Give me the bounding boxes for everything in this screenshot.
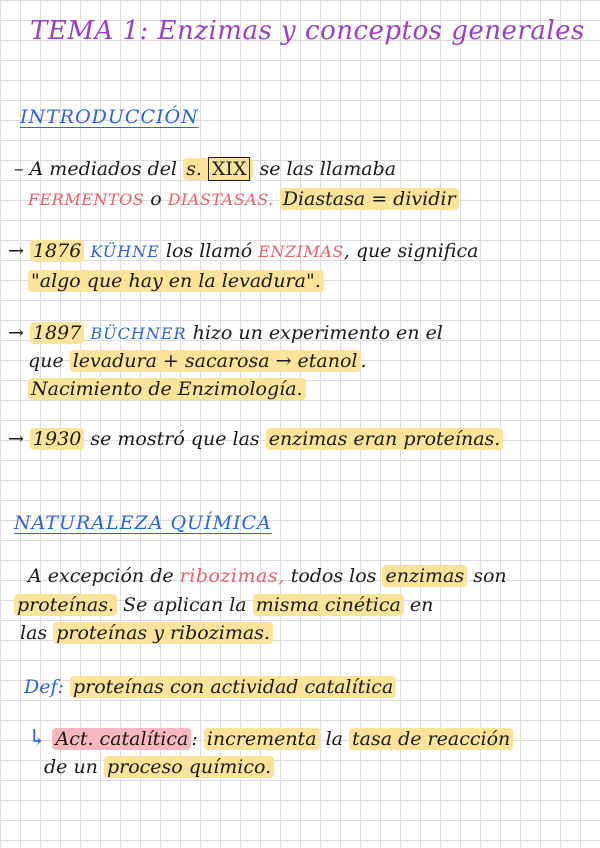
arrow-icon: → bbox=[8, 322, 24, 344]
scientist-kuhne: KÜHNE bbox=[90, 242, 160, 261]
text: los llamó bbox=[165, 240, 253, 262]
intro-line-3 bbox=[8, 240, 478, 262]
reaction-highlight: levadura + sacarosa → etanol bbox=[70, 350, 361, 372]
section-heading-introduccion: INTRODUCCIÓN bbox=[20, 106, 199, 128]
text: Se aplican la bbox=[123, 594, 247, 616]
section-heading-naturaleza: NATURALEZA QUÍMICA bbox=[14, 512, 272, 534]
arrow-icon: → bbox=[8, 428, 24, 450]
text: en bbox=[409, 594, 434, 616]
text: se las llamaba bbox=[259, 158, 397, 180]
text: la bbox=[325, 728, 343, 750]
definition-line bbox=[24, 676, 396, 698]
text: se mostró que las bbox=[90, 428, 260, 450]
proteinas-highlight: proteínas. bbox=[14, 594, 117, 616]
quote-highlight: "algo que hay en la levadura". bbox=[28, 270, 324, 292]
proteins-highlight: enzimas eran proteínas. bbox=[266, 428, 504, 450]
century-highlight bbox=[183, 158, 253, 180]
nat-line-2 bbox=[14, 594, 433, 616]
proteinas-ribozimas-highlight: proteínas y ribozimas. bbox=[53, 622, 273, 644]
page-title: TEMA 1: Enzimas y conceptos generales bbox=[30, 16, 585, 46]
text: . bbox=[360, 350, 367, 372]
intro-line-4 bbox=[28, 270, 324, 292]
scientist-buchner: BÜCHNER bbox=[90, 324, 187, 343]
century-box: XIX bbox=[208, 157, 251, 181]
intro-line-2 bbox=[28, 188, 459, 210]
hook-arrow-icon: ↳ bbox=[28, 726, 47, 751]
nat-line-1 bbox=[28, 565, 507, 587]
text: A mediados del bbox=[29, 158, 178, 180]
def-label: Def: bbox=[24, 676, 64, 698]
ribozimas-term: ribozimas, bbox=[179, 565, 285, 587]
arrow-icon: → bbox=[8, 240, 24, 262]
text: o bbox=[150, 188, 162, 210]
text: todos los bbox=[290, 565, 377, 587]
text: de un bbox=[44, 756, 98, 778]
year-1897: 1897 bbox=[30, 322, 84, 344]
nat-line-3 bbox=[20, 622, 273, 644]
text: A excepción de bbox=[28, 565, 174, 587]
intro-line-1 bbox=[14, 158, 396, 180]
year-1930: 1930 bbox=[30, 428, 84, 450]
intro-line-8 bbox=[8, 428, 503, 450]
act-catalitica-label: Act. catalítica bbox=[52, 728, 191, 750]
century-prefix: s. bbox=[186, 158, 202, 180]
diastasa-definition: Diastasa = dividir bbox=[280, 188, 459, 210]
text: : bbox=[191, 728, 198, 750]
enzimas-highlight: enzimas bbox=[382, 565, 467, 587]
year-1876: 1876 bbox=[30, 240, 84, 262]
proceso-highlight: proceso químico. bbox=[104, 756, 274, 778]
diastasas-term: DIASTASAS. bbox=[167, 190, 274, 209]
cinetica-highlight: misma cinética bbox=[253, 594, 404, 616]
birth-highlight: Nacimiento de Enzimología. bbox=[28, 378, 306, 400]
text: son bbox=[473, 565, 507, 587]
bullet-arrow-icon: – bbox=[14, 158, 24, 180]
definition-highlight: proteínas con actividad catalítica bbox=[70, 676, 396, 698]
text: las bbox=[20, 622, 48, 644]
intro-line-6 bbox=[28, 350, 367, 372]
incrementa-highlight: incrementa bbox=[204, 728, 320, 750]
enzimas-term: ENZIMAS bbox=[258, 242, 344, 261]
fermentos-term: FERMENTOS bbox=[28, 190, 145, 209]
tasa-highlight: tasa de reacción bbox=[349, 728, 513, 750]
text: , que significa bbox=[343, 240, 479, 262]
text: que bbox=[28, 350, 64, 372]
intro-line-5 bbox=[8, 322, 443, 344]
intro-line-7 bbox=[28, 378, 306, 400]
text: hizo un experimento en el bbox=[192, 322, 443, 344]
act-line bbox=[28, 726, 513, 751]
act-line-2 bbox=[44, 756, 274, 778]
